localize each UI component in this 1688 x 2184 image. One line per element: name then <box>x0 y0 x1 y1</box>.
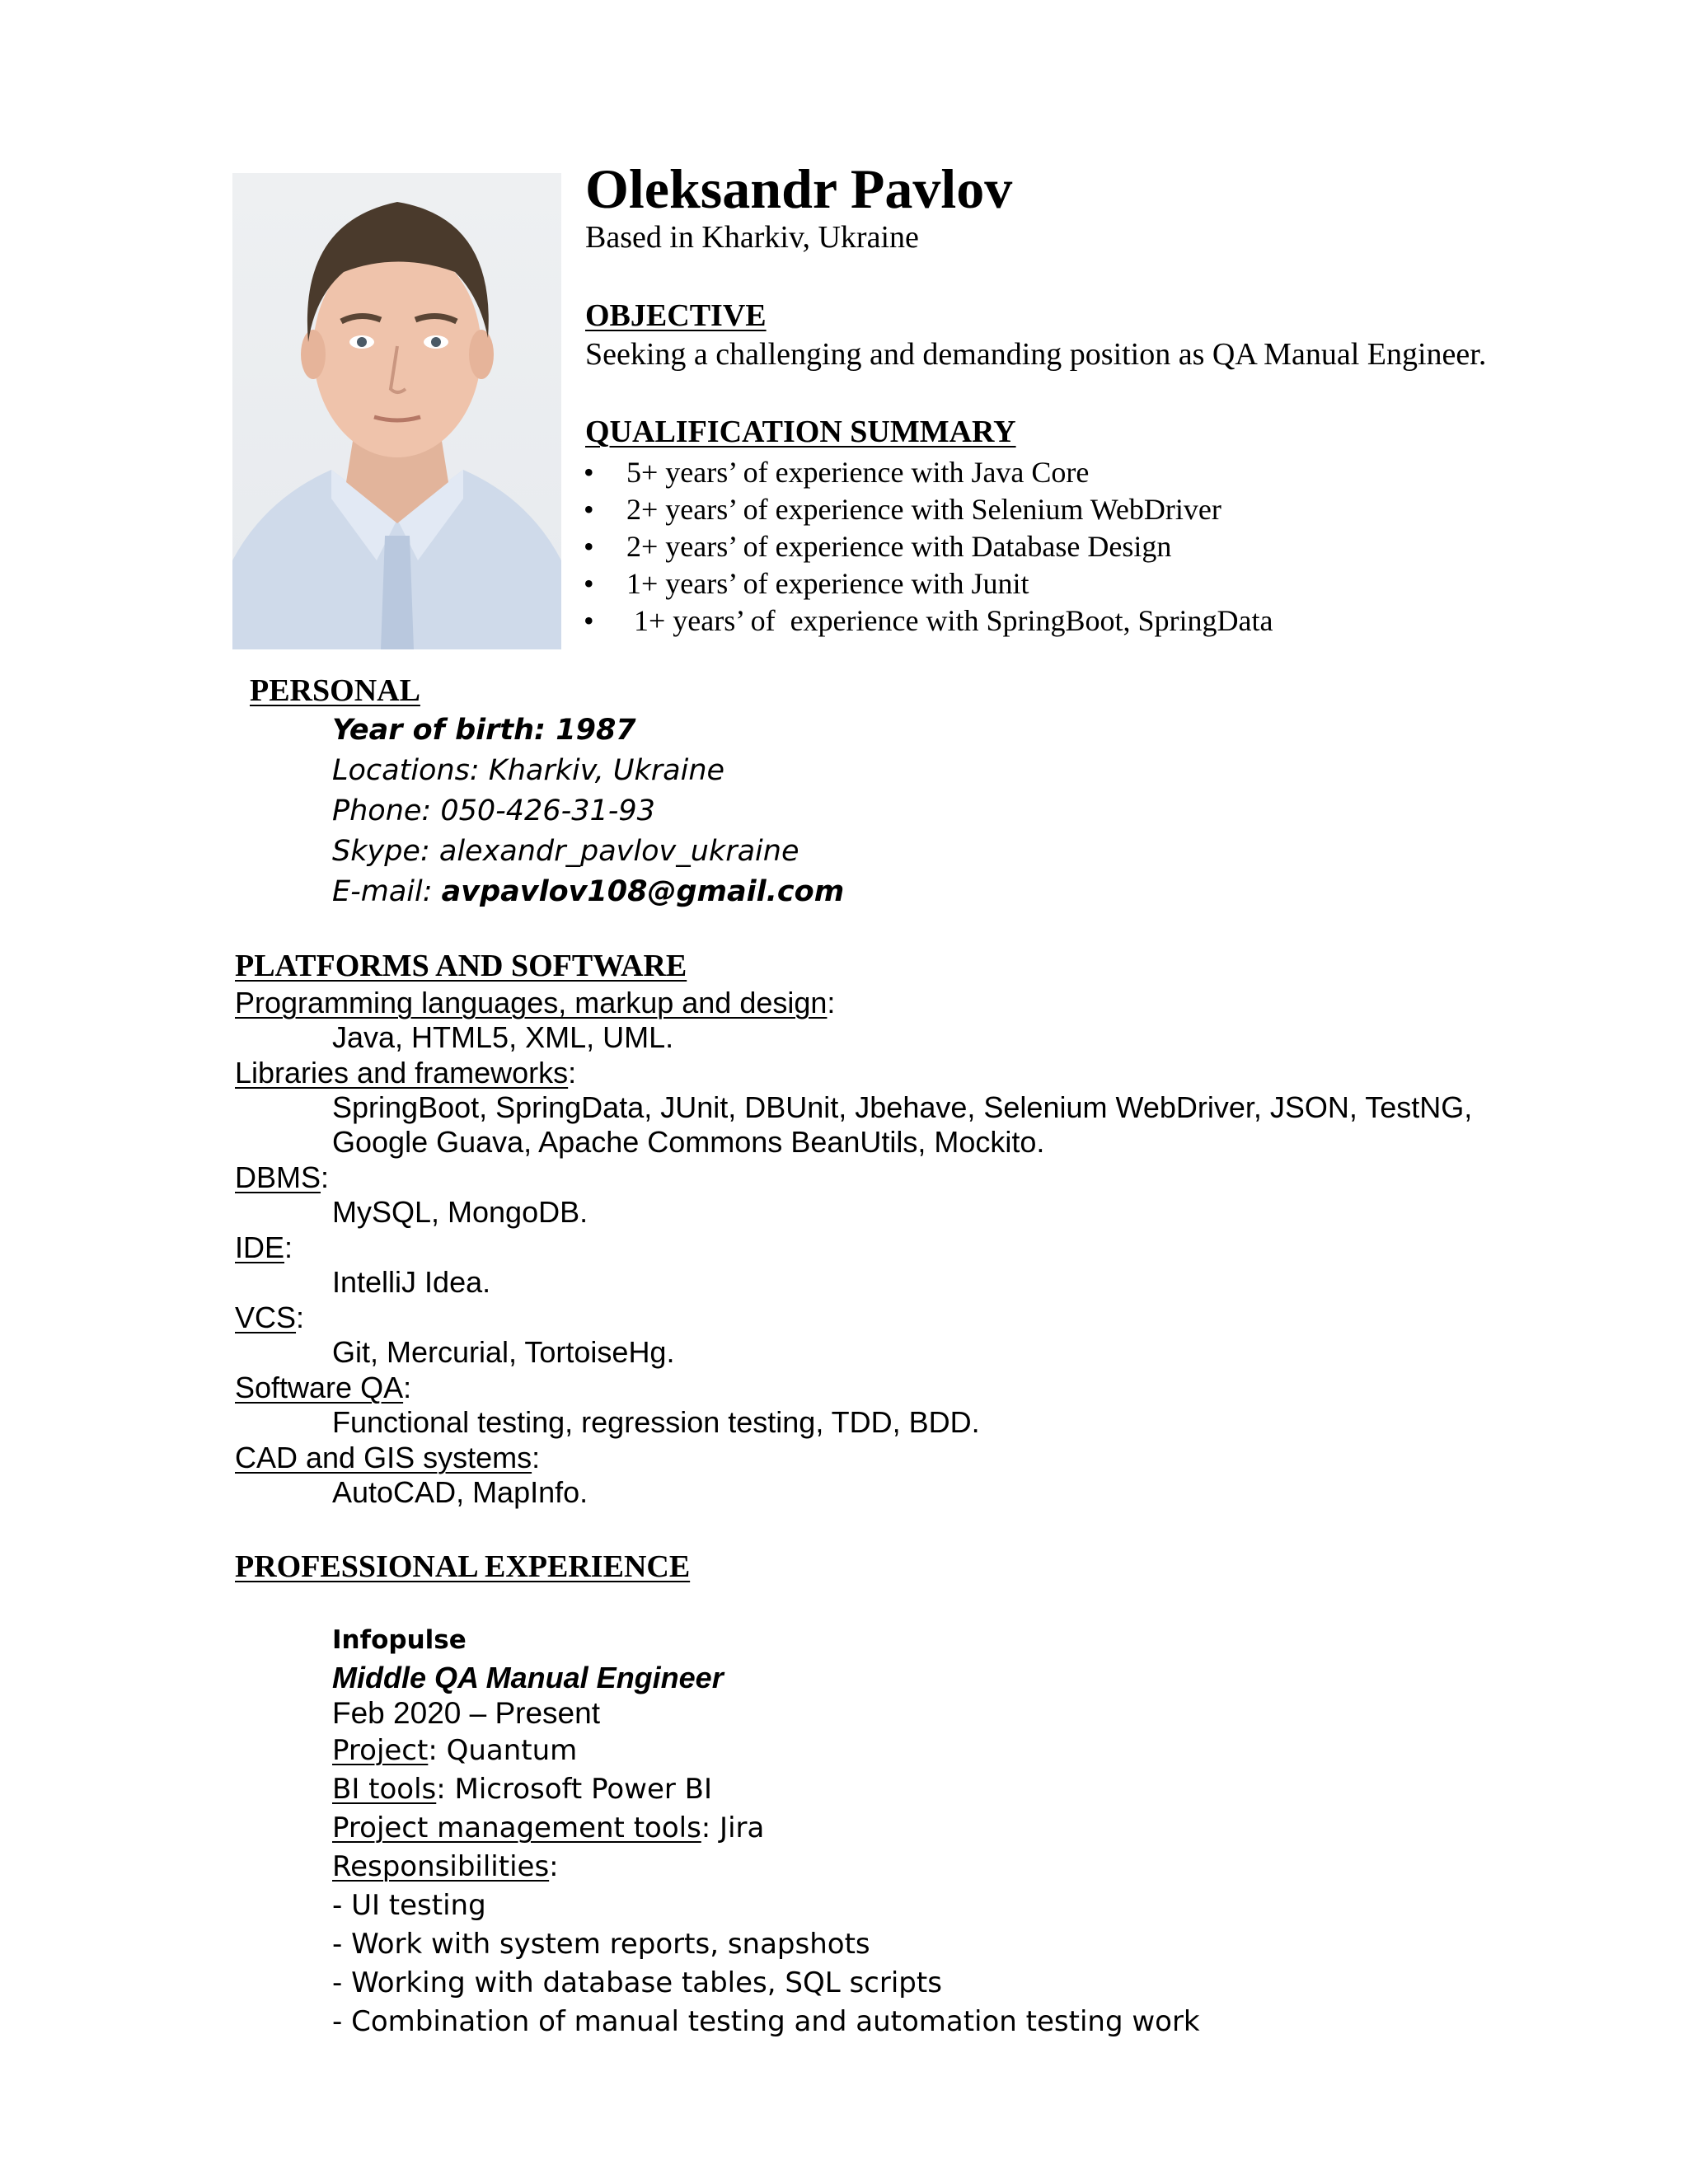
platforms-heading: PLATFORMS AND SOFTWARE <box>235 949 687 983</box>
bullet-icon: • <box>584 456 594 489</box>
software-group-label: Programming languages, markup and design: <box>235 986 836 1019</box>
software-group-value: Google Guava, Apache Commons BeanUtils, Mockito. <box>332 1125 1045 1159</box>
bi-tools-line: BI tools: Microsoft Power BI <box>332 1773 713 1806</box>
qualification-item: • 2+ years’ of experience with Database Design <box>584 530 1172 563</box>
objective-heading: OBJECTIVE <box>585 298 767 333</box>
responsibilities-label: Responsibilities: <box>332 1850 559 1883</box>
responsibility-item: - Working with database tables, SQL scripts <box>332 1966 942 1999</box>
objective-text: Seeking a challenging and demanding position as QA Manual Engineer. <box>585 337 1487 372</box>
responsibility-item: - Combination of manual testing and automation testing work <box>332 2005 1200 2038</box>
software-group-label: IDE: <box>235 1230 293 1264</box>
software-group-value: SpringBoot, SpringData, JUnit, DBUnit, Jbehave, Selenium WebDriver, JSON, TestNG, <box>332 1090 1473 1124</box>
software-group-label: Software QA: <box>235 1371 412 1404</box>
software-group-label: DBMS: <box>235 1160 330 1194</box>
company-name: Infopulse <box>332 1625 467 1655</box>
job-title: Middle QA Manual Engineer <box>332 1661 724 1694</box>
bullet-icon: • <box>584 604 594 637</box>
software-group-value: Git, Mercurial, TortoiseHg. <box>332 1335 675 1369</box>
software-group-value: AutoCAD, MapInfo. <box>332 1475 588 1509</box>
responsibility-item: - Work with system reports, snapshots <box>332 1928 870 1961</box>
experience-heading: PROFESSIONAL EXPERIENCE <box>235 1549 691 1584</box>
bullet-icon: • <box>584 530 594 563</box>
qualification-item: • 2+ years’ of experience with Selenium WebDriver <box>584 493 1221 526</box>
software-group-label: Libraries and frameworks: <box>235 1056 577 1090</box>
software-group-label: CAD and GIS systems: <box>235 1441 541 1474</box>
portrait-illustration <box>232 173 561 649</box>
responsibility-item: - UI testing <box>332 1889 486 1922</box>
year-of-birth: Year of birth: 1987 <box>332 714 636 747</box>
skype: Skype: alexandr_pavlov_ukraine <box>332 835 799 868</box>
personal-heading: PERSONAL <box>250 673 420 708</box>
profile-photo <box>232 173 561 649</box>
qualification-heading: QUALIFICATION SUMMARY <box>585 415 1016 449</box>
bullet-icon: • <box>584 567 594 600</box>
email-link[interactable]: avpavlov108@gmail.com <box>441 875 845 908</box>
software-group-value: IntelliJ Idea. <box>332 1265 491 1299</box>
software-group-value: MySQL, MongoDB. <box>332 1195 588 1229</box>
software-group-value: Java, HTML5, XML, UML. <box>332 1020 674 1054</box>
candidate-name: Oleksandr Pavlov <box>585 157 1013 220</box>
pm-tools-line: Project management tools: Jira <box>332 1811 765 1844</box>
project-line: Project: Quantum <box>332 1734 578 1767</box>
locations: Locations: Kharkiv, Ukraine <box>332 754 725 787</box>
location-line: Based in Kharkiv, Ukraine <box>585 220 919 255</box>
email: E-mail: avpavlov108@gmail.com <box>332 875 845 908</box>
software-group-label: VCS: <box>235 1301 305 1334</box>
qualification-item: • 1+ years’ of experience with SpringBoot, SpringData <box>584 604 1273 637</box>
qualification-item: • 5+ years’ of experience with Java Core <box>584 456 1090 489</box>
qualification-item: • 1+ years’ of experience with Junit <box>584 567 1029 600</box>
phone: Phone: 050-426-31-93 <box>332 794 655 827</box>
job-period: Feb 2020 – Present <box>332 1696 600 1730</box>
bullet-icon: • <box>584 493 594 526</box>
software-group-value: Functional testing, regression testing, TDD, BDD. <box>332 1405 980 1439</box>
